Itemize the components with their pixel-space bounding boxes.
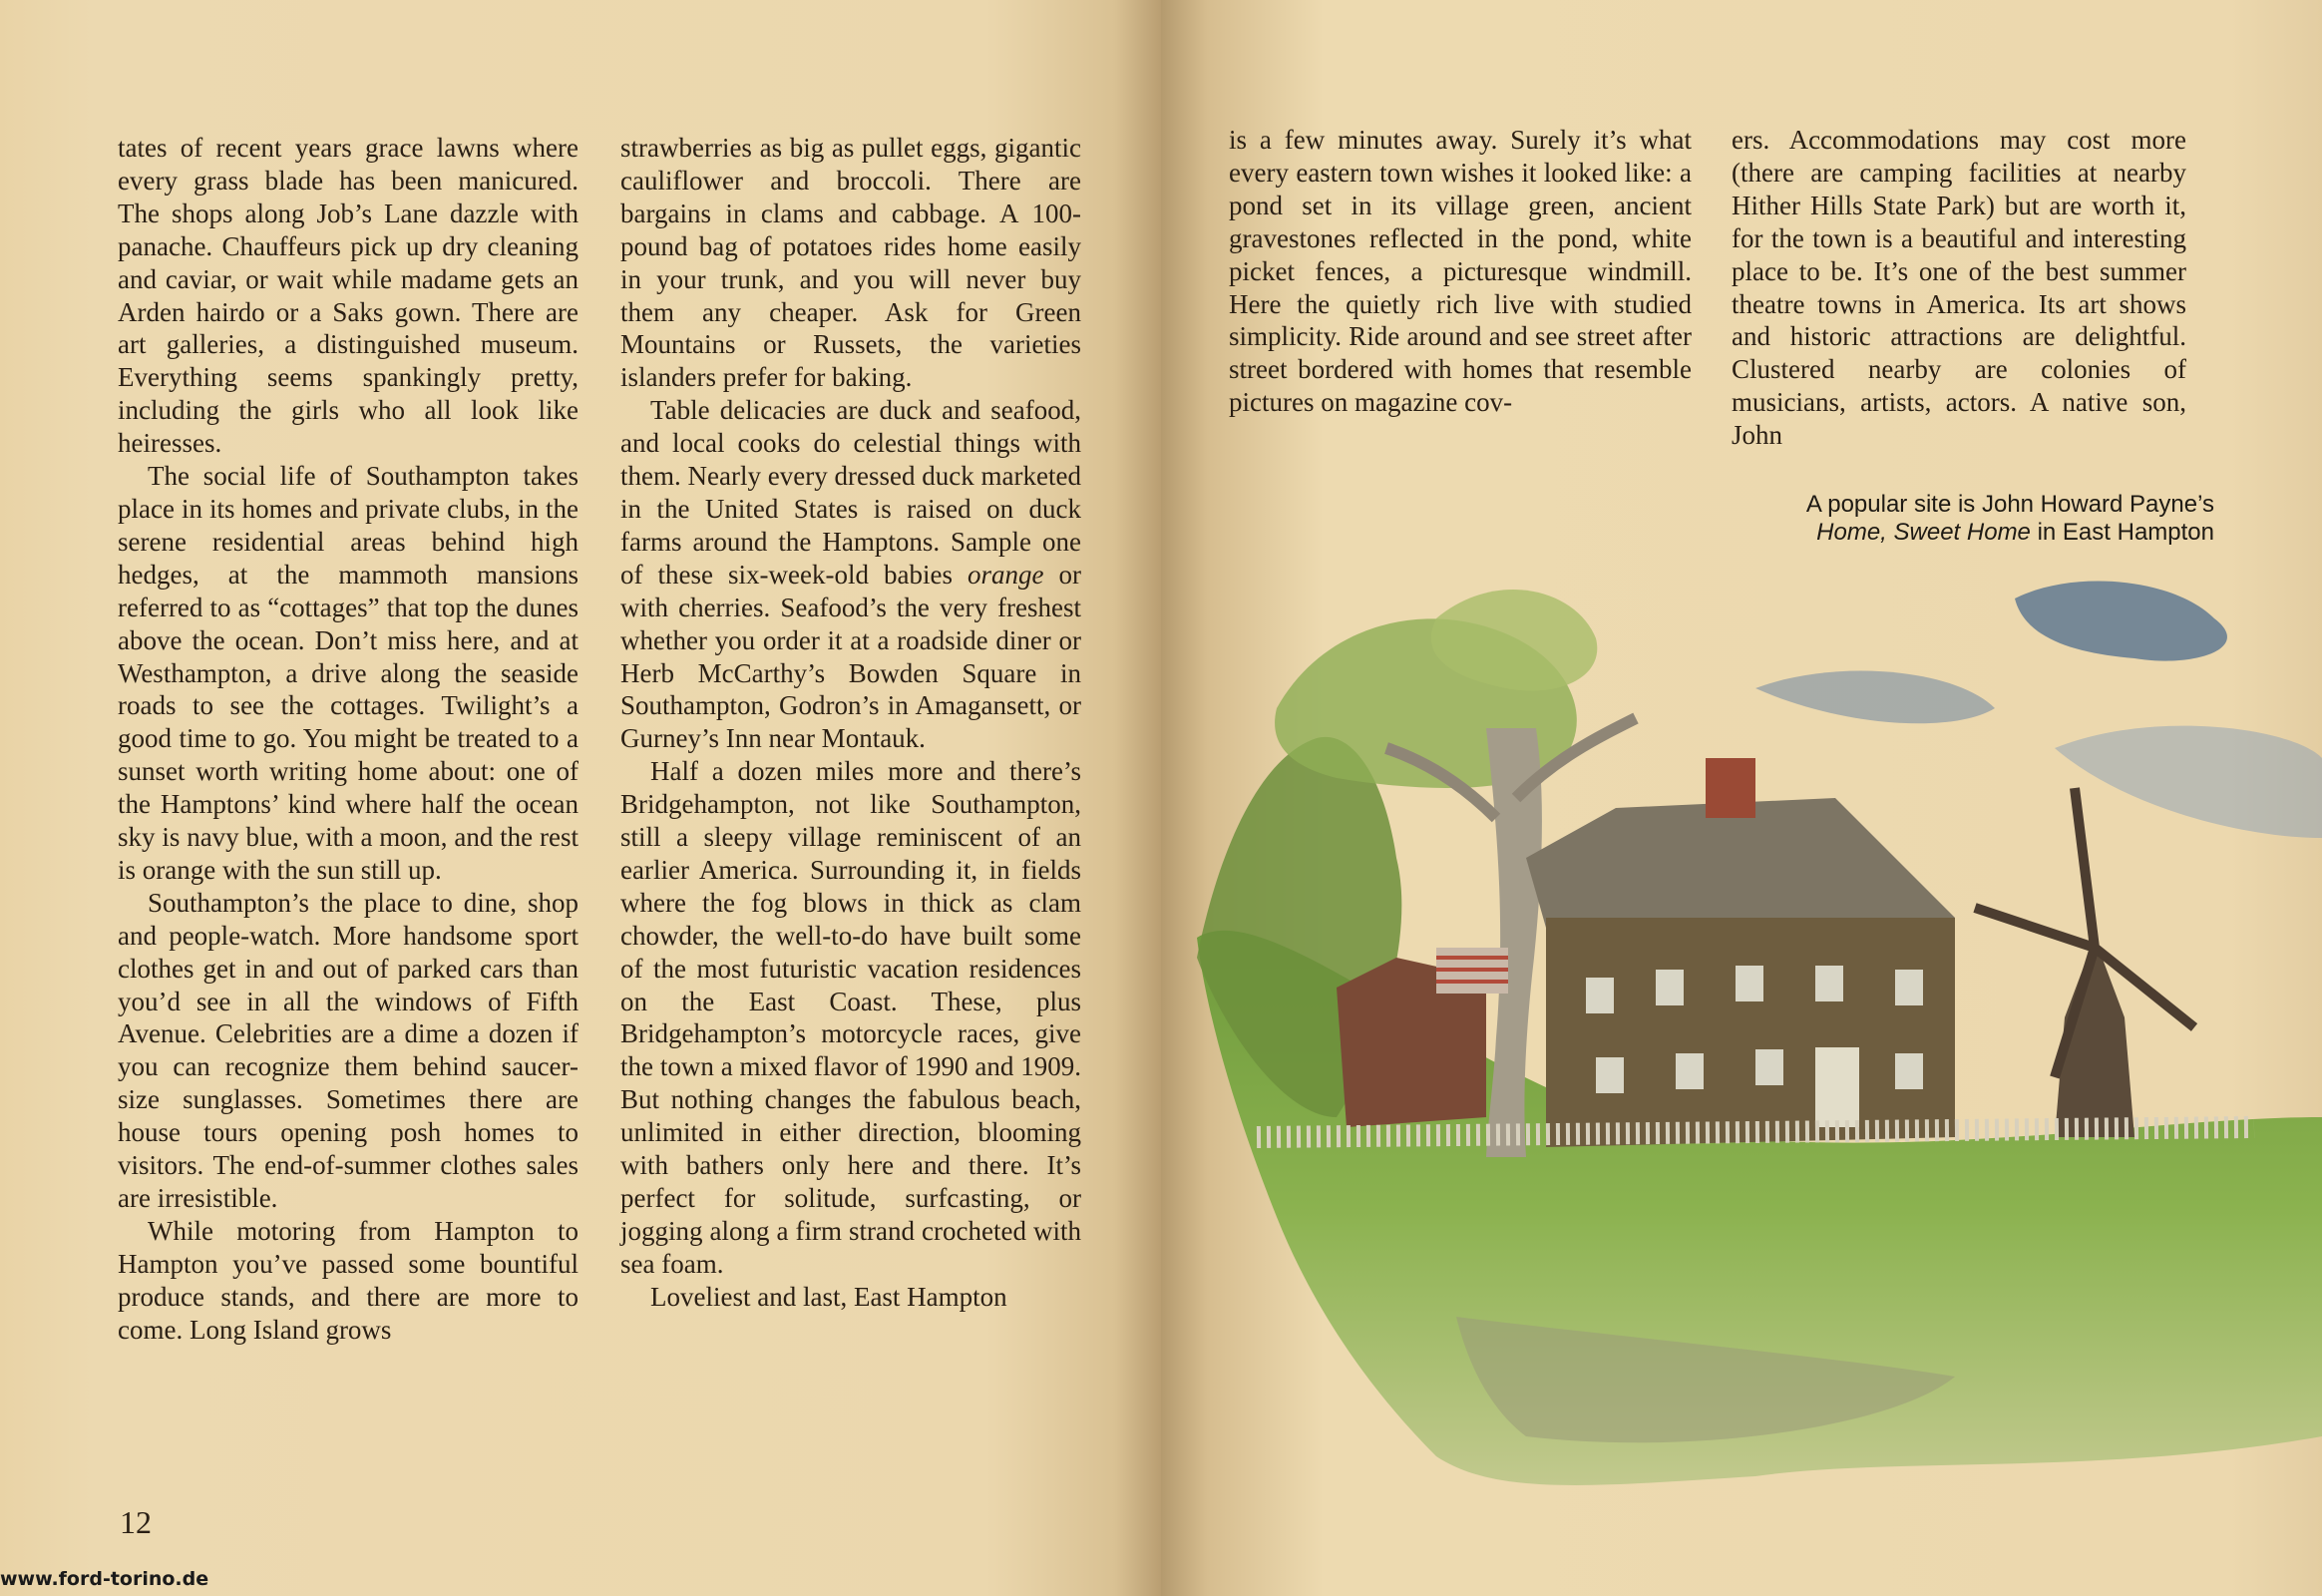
watermark-url: www.ford-torino.de	[0, 1568, 209, 1590]
text-run: Table delicacies are duck and seafood, and local cooks do celestial things with them. Nearly every dressed duck marketed in the United States is raised on duck farms around the Hamptons. Sample one of these six-week-old babies	[620, 395, 1081, 590]
paragraph: Southampton’s the place to dine, shop and people-watch. More handsome sport clothes get in and out of parked cars than you’d see in all the windows of Fifth Avenue. Celebrities are a dime a dozen if you can recognize them behind saucer-size sunglasses. Sometimes there are house tours opening posh homes to visitors. The end-of-summer clothes sales are irresistible.	[118, 887, 579, 1213]
paragraph: is a few minutes away. Surely it’s what every eastern town wishes it looked like: a pond set in its village green, ancient gravestones reflected in the pond, white picket fences, a picturesque windmill. Here the quietly rich live with studied simplicity. Ride around and see street after street bordered with homes that resemble pictures on magazine cov-	[1229, 125, 1692, 418]
page-number: 12	[120, 1504, 152, 1540]
italic-text: orange	[967, 559, 1044, 590]
paragraph: While motoring from Hampton to Hampton you’ve passed some bountiful produce stands, and there are more to come. Long Island grows	[118, 1215, 579, 1345]
paragraph: Loveliest and last, East Hampton	[650, 1281, 1007, 1312]
caption-title: Home, Sweet Home	[1816, 519, 2031, 546]
paragraph: tates of recent years grace lawns where every grass blade has been manicured. The shops along Job’s Lane dazzle with panache. Chauffeurs pick up dry cleaning and caviar, or wait while madame gets an Arden hairdo or a Saks gown. There are art galleries, a distinguished museum. Everything seems spankingly pretty, including the girls who all look like heiresses.	[118, 133, 579, 459]
house-wall	[1546, 918, 1955, 1147]
text-run: or with cherries. Seafood’s the very freshest whether you order it at a roadside diner or Herb McCarthy’s Bowden Square in Southampton, Godron’s in Amagansett, or Gurney’s Inn near Montauk.	[620, 559, 1081, 754]
text-column-3	[1229, 124, 1692, 419]
sky-wash	[1755, 671, 1995, 724]
caption-line: in East Hampton	[2030, 519, 2214, 546]
sky-wash	[2015, 582, 2227, 661]
sky-wash	[2055, 726, 2322, 838]
text-column-2	[620, 132, 1081, 1314]
paragraph: The social life of Southampton takes place in its homes and private clubs, in the serene residential areas behind high hedges, at the mammoth mansions referred to as “cottages” that top the dunes above the ocean. Don’t miss here, and at Westhampton, a drive along the seaside roads to see the cottages. Twilight’s a good time to go. You might be treated to a sunset worth writing home about: one of the Hamptons’ kind where half the ocean sky is navy blue, with a moon, and the rest is orange with the sun still up.	[118, 461, 579, 885]
house-door	[1815, 1047, 1859, 1127]
text-column-4	[1732, 124, 2186, 452]
paragraph	[620, 394, 1081, 755]
illustration-caption	[1696, 491, 2214, 547]
paragraph: ers. Accommodations may cost more (there are camping facilities at nearby Hither Hills State Park) but are worth it, for the town is a beautiful and interesting place to be. It’s one of the best summer theatre towns in America. Its art shows and historic attractions are delightful. Clustered nearby are colonies of musicians, artists, actors. A native son, John	[1732, 125, 2186, 451]
house-illustration	[1197, 559, 2322, 1496]
caption-line: A popular site is John Howard Payne’s	[1805, 491, 2214, 518]
text-column-1	[118, 132, 579, 1347]
paragraph: Half a dozen miles more and there’s Bridgehampton, not like Southampton, still a sleepy village reminiscent of an earlier America. Surrounding it, in fields where the fog blows in thick as clam chowder, the well-to-do have built some of the most futuristic vacation residences on the East Coast. These, plus Bridgehampton’s motorcycle races, give the town a mixed flavor of 1990 and 1909. But nothing changes the fabulous beach, unlimited in either direction, blooming with bathers only here and there. It’s perfect for solitude, surfcasting, or jogging along a firm strand crocheted with sea foam.	[620, 756, 1081, 1279]
chimney	[1706, 758, 1755, 818]
paragraph: strawberries as big as pullet eggs, gigantic cauliflower and broccoli. There are bargains in clams and cabbage. A 100-pound bag of potatoes rides home easily in your trunk, and you will never buy them any cheaper. Ask for Green Mountains or Russets, the varieties islanders prefer for baking.	[620, 133, 1081, 393]
